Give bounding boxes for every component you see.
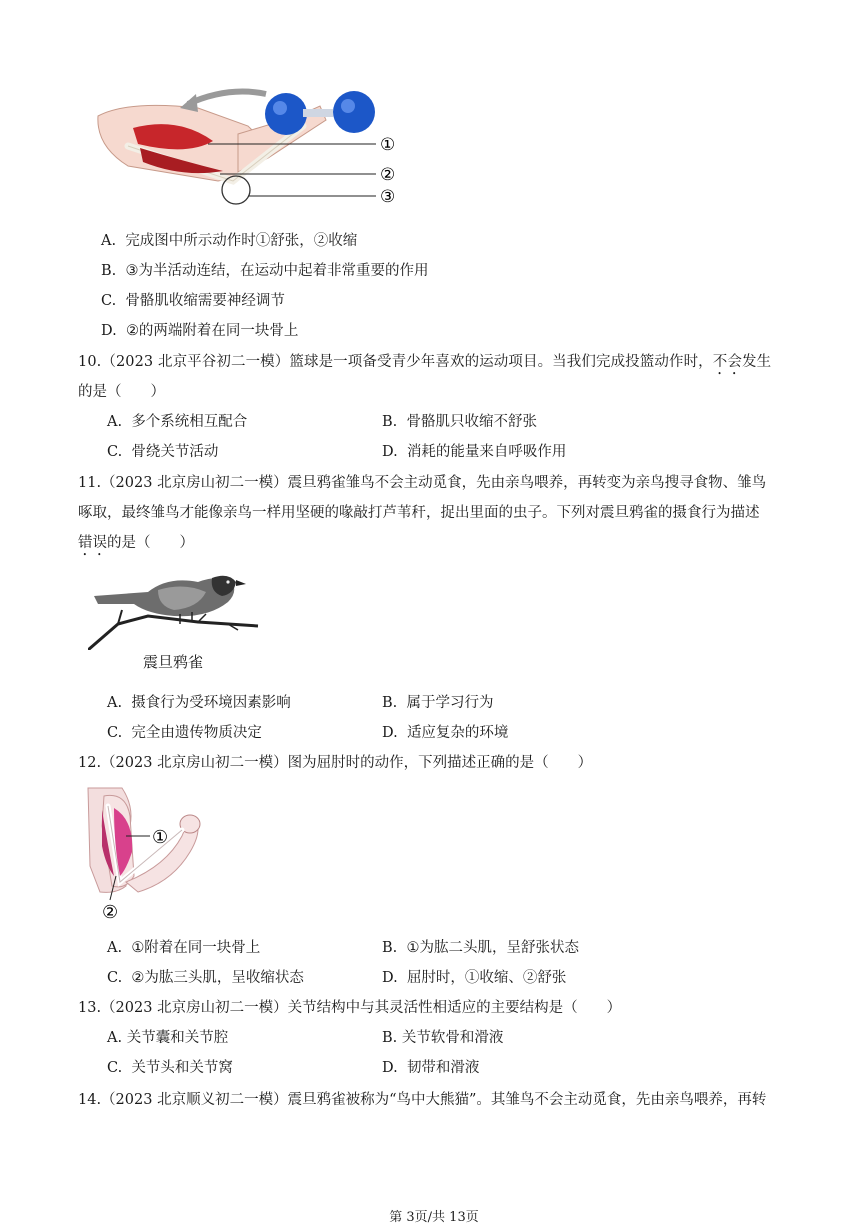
option-text: 完成图中所示动作时①舒张，②收缩: [125, 233, 358, 249]
option-letter: C.: [101, 293, 117, 309]
option-text: ②的两端附着在同一块骨上: [125, 323, 299, 339]
option-letter: D.: [382, 444, 398, 460]
q11-option-d: [382, 723, 508, 743]
q9-option-a: [101, 231, 357, 251]
option-letter: B.: [101, 263, 117, 279]
option-text: 关节头和关节窝: [131, 1060, 233, 1076]
option-text: 适应复杂的环境: [406, 725, 509, 741]
q10-option-c: [107, 442, 218, 462]
q9-option-d: [101, 321, 298, 341]
q11-emphasis: 错误: [78, 535, 107, 551]
q10-option-d: [382, 442, 566, 462]
option-letter: D.: [382, 1060, 398, 1076]
q10-option-a: [107, 412, 247, 432]
option-text: ①附着在同一块骨上: [131, 940, 261, 956]
option-letter: B.: [382, 1030, 398, 1046]
figure-label-3: ③: [380, 187, 396, 207]
option-letter: C.: [107, 444, 123, 460]
q13-option-b: [382, 1028, 503, 1048]
option-text: 关节囊和关节腔: [126, 1030, 229, 1046]
figure-label-2: ②: [102, 902, 119, 922]
option-letter: D.: [101, 323, 117, 339]
bird-figure: [88, 566, 268, 650]
page-number-footer: 第 3页/共 13页: [389, 1210, 479, 1225]
option-text: 完全由遗传物质决定: [131, 725, 262, 741]
option-letter: B.: [382, 414, 398, 430]
q9-option-c: [101, 291, 285, 311]
option-letter: A.: [107, 695, 123, 711]
option-text: 骨骼肌只收缩不舒张: [406, 414, 537, 430]
option-letter: B.: [382, 695, 398, 711]
option-text: 屈肘时，①收缩、②舒张: [406, 970, 567, 986]
option-letter: A.: [101, 233, 117, 249]
elbow-flexion-figure: [86, 786, 208, 922]
option-letter: B.: [382, 940, 398, 956]
q11-stem-line2: 啄取，最终雏鸟才能像亲鸟一样用坚硬的喙敲打芦苇秆，捉出里面的虫子。下列对震旦鸦雀的摄食行为描述: [78, 505, 760, 521]
option-text: ②为肱三头肌，呈收缩状态: [131, 970, 304, 986]
arm-dumbbell-figure: [88, 86, 408, 212]
option-letter: A.: [107, 414, 123, 430]
q12-option-a: [107, 938, 260, 958]
figure-label-2: ②: [380, 165, 396, 185]
option-letter: C.: [107, 725, 123, 741]
figure-label-1: ①: [380, 135, 396, 155]
option-letter: D.: [382, 725, 398, 741]
option-text: 多个系统相互配合: [131, 414, 248, 430]
q10-stem-tail: 发生: [741, 354, 772, 370]
option-letter: A.: [107, 940, 123, 956]
q9-option-b: [101, 261, 428, 281]
bird-figure-caption: 震旦鸦雀: [143, 653, 204, 671]
q10-option-b: [382, 412, 537, 432]
option-text: 属于学习行为: [406, 695, 494, 711]
q11-option-a: [107, 693, 291, 713]
q11-option-b: [382, 693, 493, 713]
option-letter: C.: [107, 970, 123, 986]
q11-stem-tail: 的是（ ）: [107, 535, 194, 551]
option-text: ①为肱二头肌，呈舒张状态: [406, 940, 579, 956]
option-text: 韧带和滑液: [406, 1060, 480, 1076]
q10-stem-line1: [78, 352, 771, 378]
option-text: 关节软骨和滑液: [401, 1030, 504, 1046]
q13-option-a: [107, 1028, 228, 1048]
q13-stem: 13.（2023 北京房山初二一模）关节结构中与其灵活性相适应的主要结构是（ ）: [78, 1000, 622, 1016]
q11-stem-line1: 11.（2023 北京房山初二一模）震旦鸦雀雏鸟不会主动觅食，先由亲鸟喂养，再转变为亲鸟搜寻食物、雏鸟: [78, 475, 767, 491]
q12-option-c: [107, 968, 304, 988]
q11-option-c: [107, 723, 262, 743]
q12-stem: 12.（2023 北京房山初二一模）图为屈肘时的动作，下列描述正确的是（ ）: [78, 755, 593, 771]
q12-option-b: [382, 938, 579, 958]
q13-option-d: [382, 1058, 479, 1078]
option-letter: C.: [107, 1060, 123, 1076]
figure-label-1: ①: [152, 827, 169, 848]
q13-option-c: [107, 1058, 233, 1078]
option-text: 消耗的能量来自呼吸作用: [406, 444, 567, 460]
q10-stem-text: 10.（2023 北京平谷初二一模）篮球是一项备受青少年喜欢的运动项目。当我们完成投篮动作时，: [78, 354, 713, 370]
option-letter: A.: [107, 1030, 123, 1046]
q10-emphasis: 不会: [712, 354, 742, 370]
option-text: 摄食行为受环境因素影响: [131, 695, 291, 711]
option-text: 骨绕关节活动: [131, 444, 219, 460]
option-text: 骨骼肌收缩需要神经调节: [125, 293, 285, 309]
q10-stem-line2: 的是（ ）: [78, 384, 165, 400]
q14-stem: 14.（2023 北京顺义初二一模）震旦鸦雀被称为“鸟中大熊猫”。其雏鸟不会主动觅食，先由亲鸟喂养，再转: [78, 1092, 767, 1108]
option-letter: D.: [382, 970, 398, 986]
q12-option-d: [382, 968, 566, 988]
q11-stem-line3: [78, 533, 194, 559]
option-text: ③为半活动连结，在运动中起着非常重要的作用: [125, 263, 429, 279]
